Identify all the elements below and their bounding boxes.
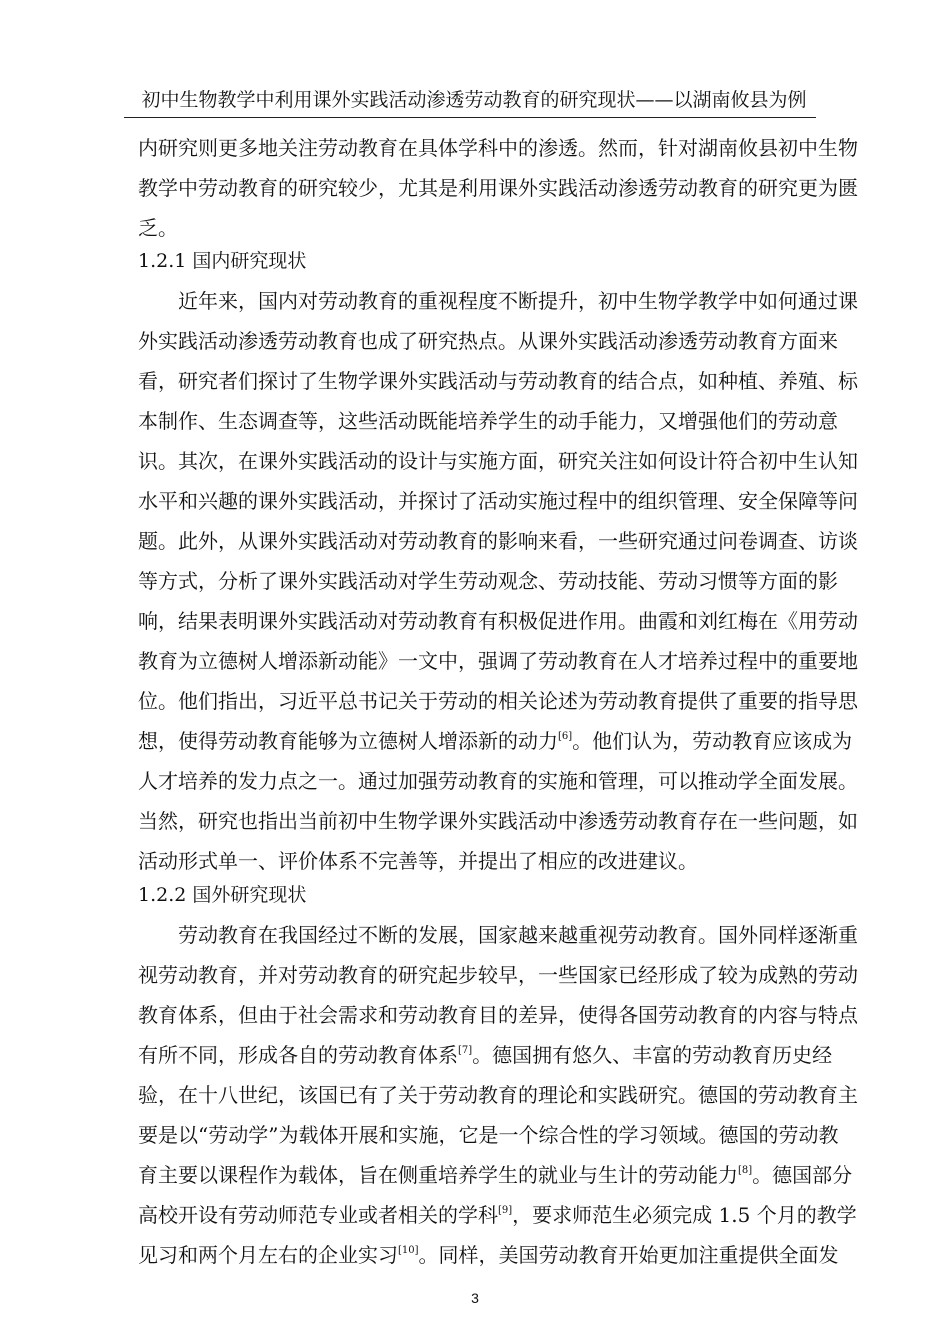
body-line: 看，研究者们探讨了生物学课外实践活动与劳动教育的结合点，如种植、养殖、标 (138, 369, 858, 393)
text-run: 高校开设有劳动师范专业或者相关的学科 (138, 1203, 498, 1227)
body-line: 响，结果表明课外实践活动对劳动教育有积极促进作用。曲霞和刘红梅在《用劳动 (138, 609, 858, 633)
body-line: 识。其次，在课外实践活动的设计与实施方面，研究关注如何设计符合初中生认知 (138, 449, 858, 473)
page-number: 3 (471, 1290, 479, 1306)
citation-ref: [7] (458, 1045, 473, 1056)
body-line (138, 1195, 857, 1235)
body-line: 活动形式单一、评价体系不完善等，并提出了相应的改进建议。 (138, 849, 698, 873)
body-line: 教学中劳动教育的研究较少，尤其是利用课外实践活动渗透劳动教育的研究更为匮 (138, 176, 858, 200)
header-rule (124, 117, 816, 118)
body-line: 要是以“劳动学”为载体开展和实施，它是一个综合性的学习领域。德国的劳动教 (138, 1123, 839, 1147)
text-run: 。他们认为，劳动教育应该成为 (572, 729, 853, 753)
text-run: ，要求师范生必须完成 1.5 个月的教学 (512, 1203, 857, 1227)
body-line (138, 721, 853, 761)
running-header: 初中生物教学中利用课外实践活动渗透劳动教育的研究现状——以湖南攸县为例 (141, 89, 807, 111)
body-line (138, 1035, 833, 1075)
body-line (138, 1235, 839, 1275)
body-line: 外实践活动渗透劳动教育也成了研究热点。从课外实践活动渗透劳动教育方面来 (138, 329, 838, 353)
body-line: 劳动教育在我国经过不断的发展，国家越来越重视劳动教育。国外同样逐渐重 (178, 923, 858, 947)
body-line: 视劳动教育，并对劳动教育的研究起步较早，一些国家已经形成了较为成熟的劳动 (138, 963, 858, 987)
body-line: 近年来，国内对劳动教育的重视程度不断提升，初中生物学教学中如何通过课 (178, 289, 858, 313)
section-heading-foreign: 1.2.2 国外研究现状 (138, 884, 307, 906)
citation-ref: [6] (558, 731, 573, 742)
body-line: 乏。 (138, 216, 178, 240)
section-heading-domestic: 1.2.1 国内研究现状 (138, 250, 307, 272)
citation-ref: [10] (398, 1245, 419, 1256)
body-line: 人才培养的发力点之一。通过加强劳动教育的实施和管理，可以推动学全面发展。 (138, 769, 858, 793)
body-line: 等方式，分析了课外实践活动对学生劳动观念、劳动技能、劳动习惯等方面的影 (138, 569, 838, 593)
body-line: 验，在十八世纪，该国已有了关于劳动教育的理论和实践研究。德国的劳动教育主 (138, 1083, 858, 1107)
body-line: 内研究则更多地关注劳动教育在具体学科中的渗透。然而，针对湖南攸县初中生物 (138, 136, 858, 160)
body-line: 位。他们指出，习近平总书记关于劳动的相关论述为劳动教育提供了重要的指导思 (138, 689, 858, 713)
body-line: 教育体系，但由于社会需求和劳动教育目的差异，使得各国劳动教育的内容与特点 (138, 1003, 858, 1027)
text-run: 。德国拥有悠久、丰富的劳动教育历史经 (472, 1043, 833, 1067)
text-run: 想，使得劳动教育能够为立德树人增添新的动力 (138, 729, 558, 753)
citation-ref: [9] (498, 1205, 513, 1216)
body-line (138, 1155, 853, 1195)
body-line: 教育为立德树人增添新动能》一文中，强调了劳动教育在人才培养过程中的重要地 (138, 649, 858, 673)
citation-ref: [8] (738, 1165, 753, 1176)
body-line: 本制作、生态调查等，这些活动既能培养学生的动手能力，又增强他们的劳动意 (138, 409, 838, 433)
text-run: 。同样，美国劳动教育开始更加注重提供全面发 (418, 1243, 839, 1267)
body-line: 当然，研究也指出当前初中生物学课外实践活动中渗透劳动教育存在一些问题，如 (138, 809, 858, 833)
text-run: 育主要以课程作为载体，旨在侧重培养学生的就业与生计的劳动能力 (138, 1163, 738, 1187)
text-run: 。德国部分 (752, 1163, 853, 1187)
text-run: 见习和两个月左右的企业实习 (138, 1243, 398, 1267)
body-line: 水平和兴趣的课外实践活动，并探讨了活动实施过程中的组织管理、安全保障等问 (138, 489, 858, 513)
body-line: 题。此外，从课外实践活动对劳动教育的影响来看，一些研究通过问卷调查、访谈 (138, 529, 858, 553)
text-run: 有所不同，形成各自的劳动教育体系 (138, 1043, 458, 1067)
